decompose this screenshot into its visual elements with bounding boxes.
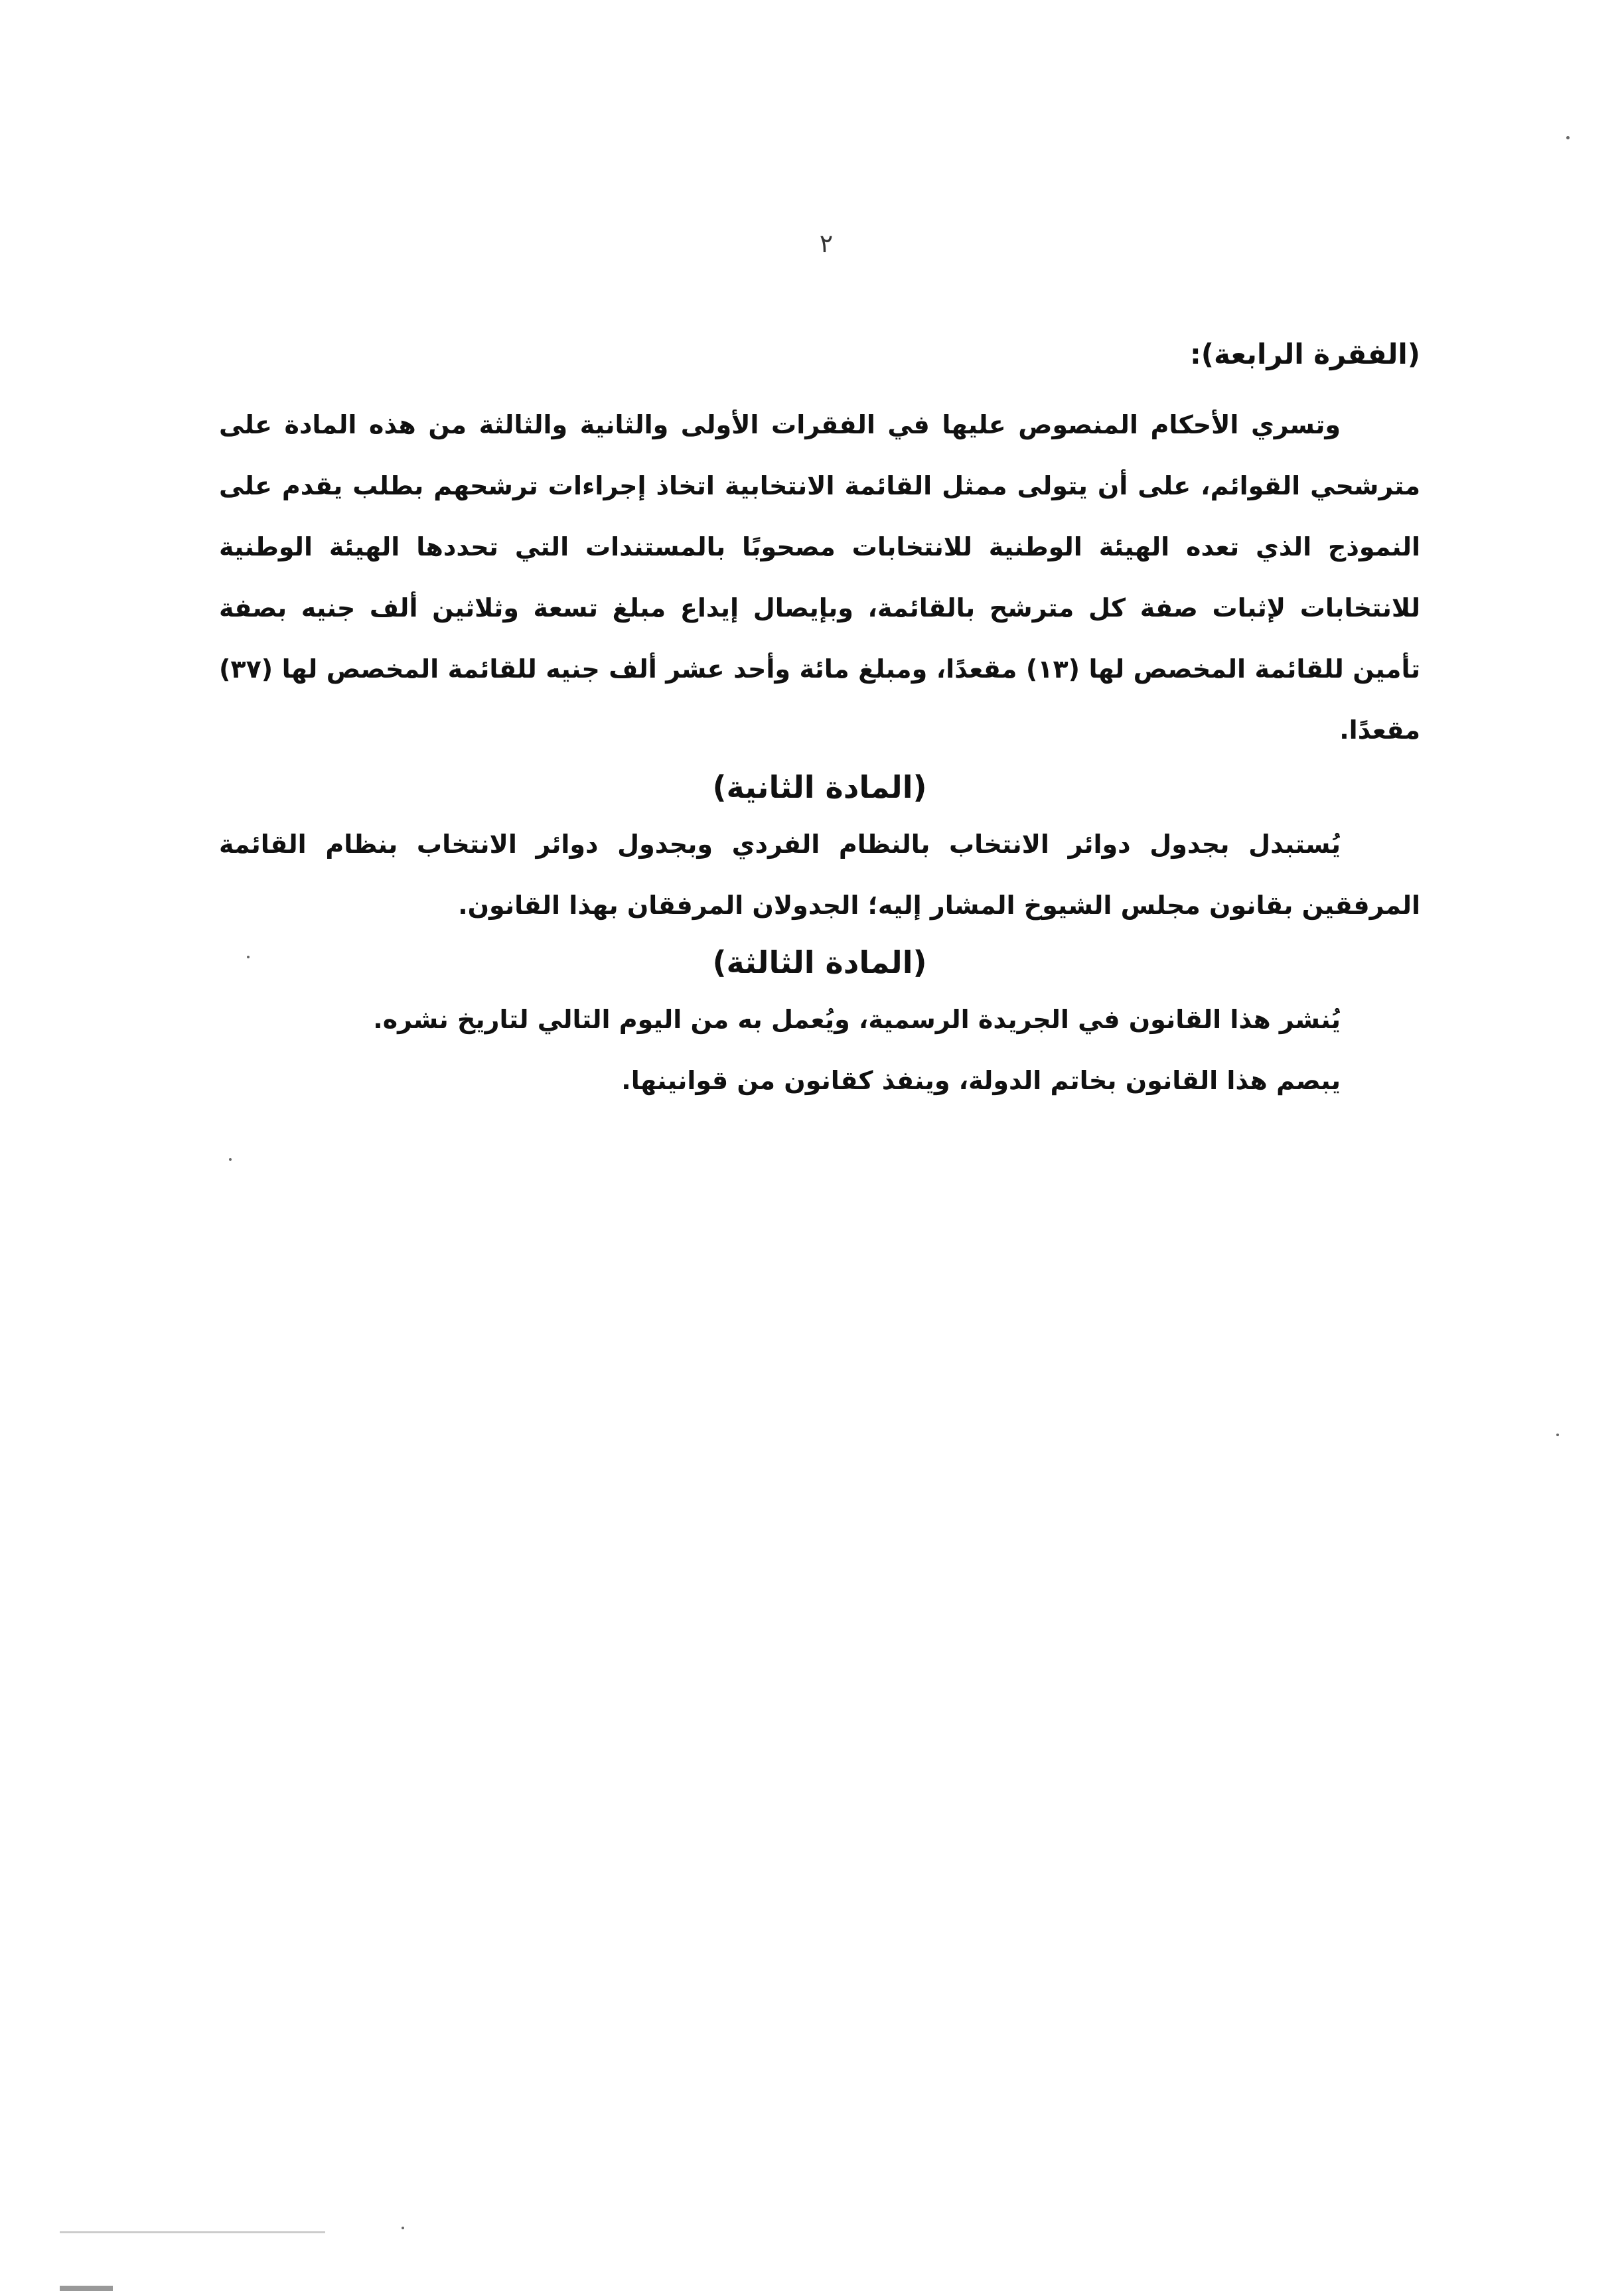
- scan-rule: [60, 2231, 325, 2233]
- article-two-heading: (المادة الثانية): [712, 769, 927, 805]
- scan-speck: [402, 2227, 404, 2229]
- paragraph-heading: (الفقرة الرابعة):: [1190, 338, 1420, 370]
- document-body: [219, 332, 1420, 1111]
- scan-corner: [60, 2286, 113, 2291]
- article-two-body: يُستبدل بجدول دوائر الانتخاب بالنظام الفردي وبجدول دوائر الانتخاب بنظام القائمة المرفقين بقانون مجلس الشيوخ المشار إليه؛ الجدولان المرفقان بهذا القانون.: [219, 830, 1420, 920]
- scan-speck: [1556, 1434, 1559, 1436]
- scan-speck: [1566, 136, 1570, 139]
- scan-speck: [247, 956, 250, 958]
- article-three-line-1: يُنشر هذا القانون في الجريدة الرسمية، ويُعمل به من اليوم التالي لتاريخ نشره.: [373, 1005, 1341, 1034]
- page-number: ٢: [819, 229, 834, 258]
- scan-speck: [229, 1158, 232, 1161]
- article-three-line-2: يبصم هذا القانون بخاتم الدولة، وينفذ كقانون من قوانينها.: [621, 1066, 1341, 1095]
- article-three-heading: (المادة الثالثة): [712, 944, 927, 980]
- paragraph-body: وتسري الأحكام المنصوص عليها في الفقرات الأولى والثانية والثالثة من هذه المادة على مترشحي القوائم، على أن يتولى ممثل القائمة الانتخابية اتخاذ إجراءات ترشحهم بطلب يقدم على النموذج الذي تعده الهيئة الوطنية للانتخابات مصحوبًا بالمستندات التي تحددها الهيئة الوطنية للانتخابات لإثبات صفة كل مترشح بالقائمة، وبإيصال إيداع مبلغ تسعة وثلاثين ألف جنيه بصفة تأمين للقائمة المخصص لها (١٣) مقعدًا، ومبلغ مائة وأحد عشر ألف جنيه للقائمة المخصص لها (٣٧) مقعدًا.: [219, 410, 1420, 745]
